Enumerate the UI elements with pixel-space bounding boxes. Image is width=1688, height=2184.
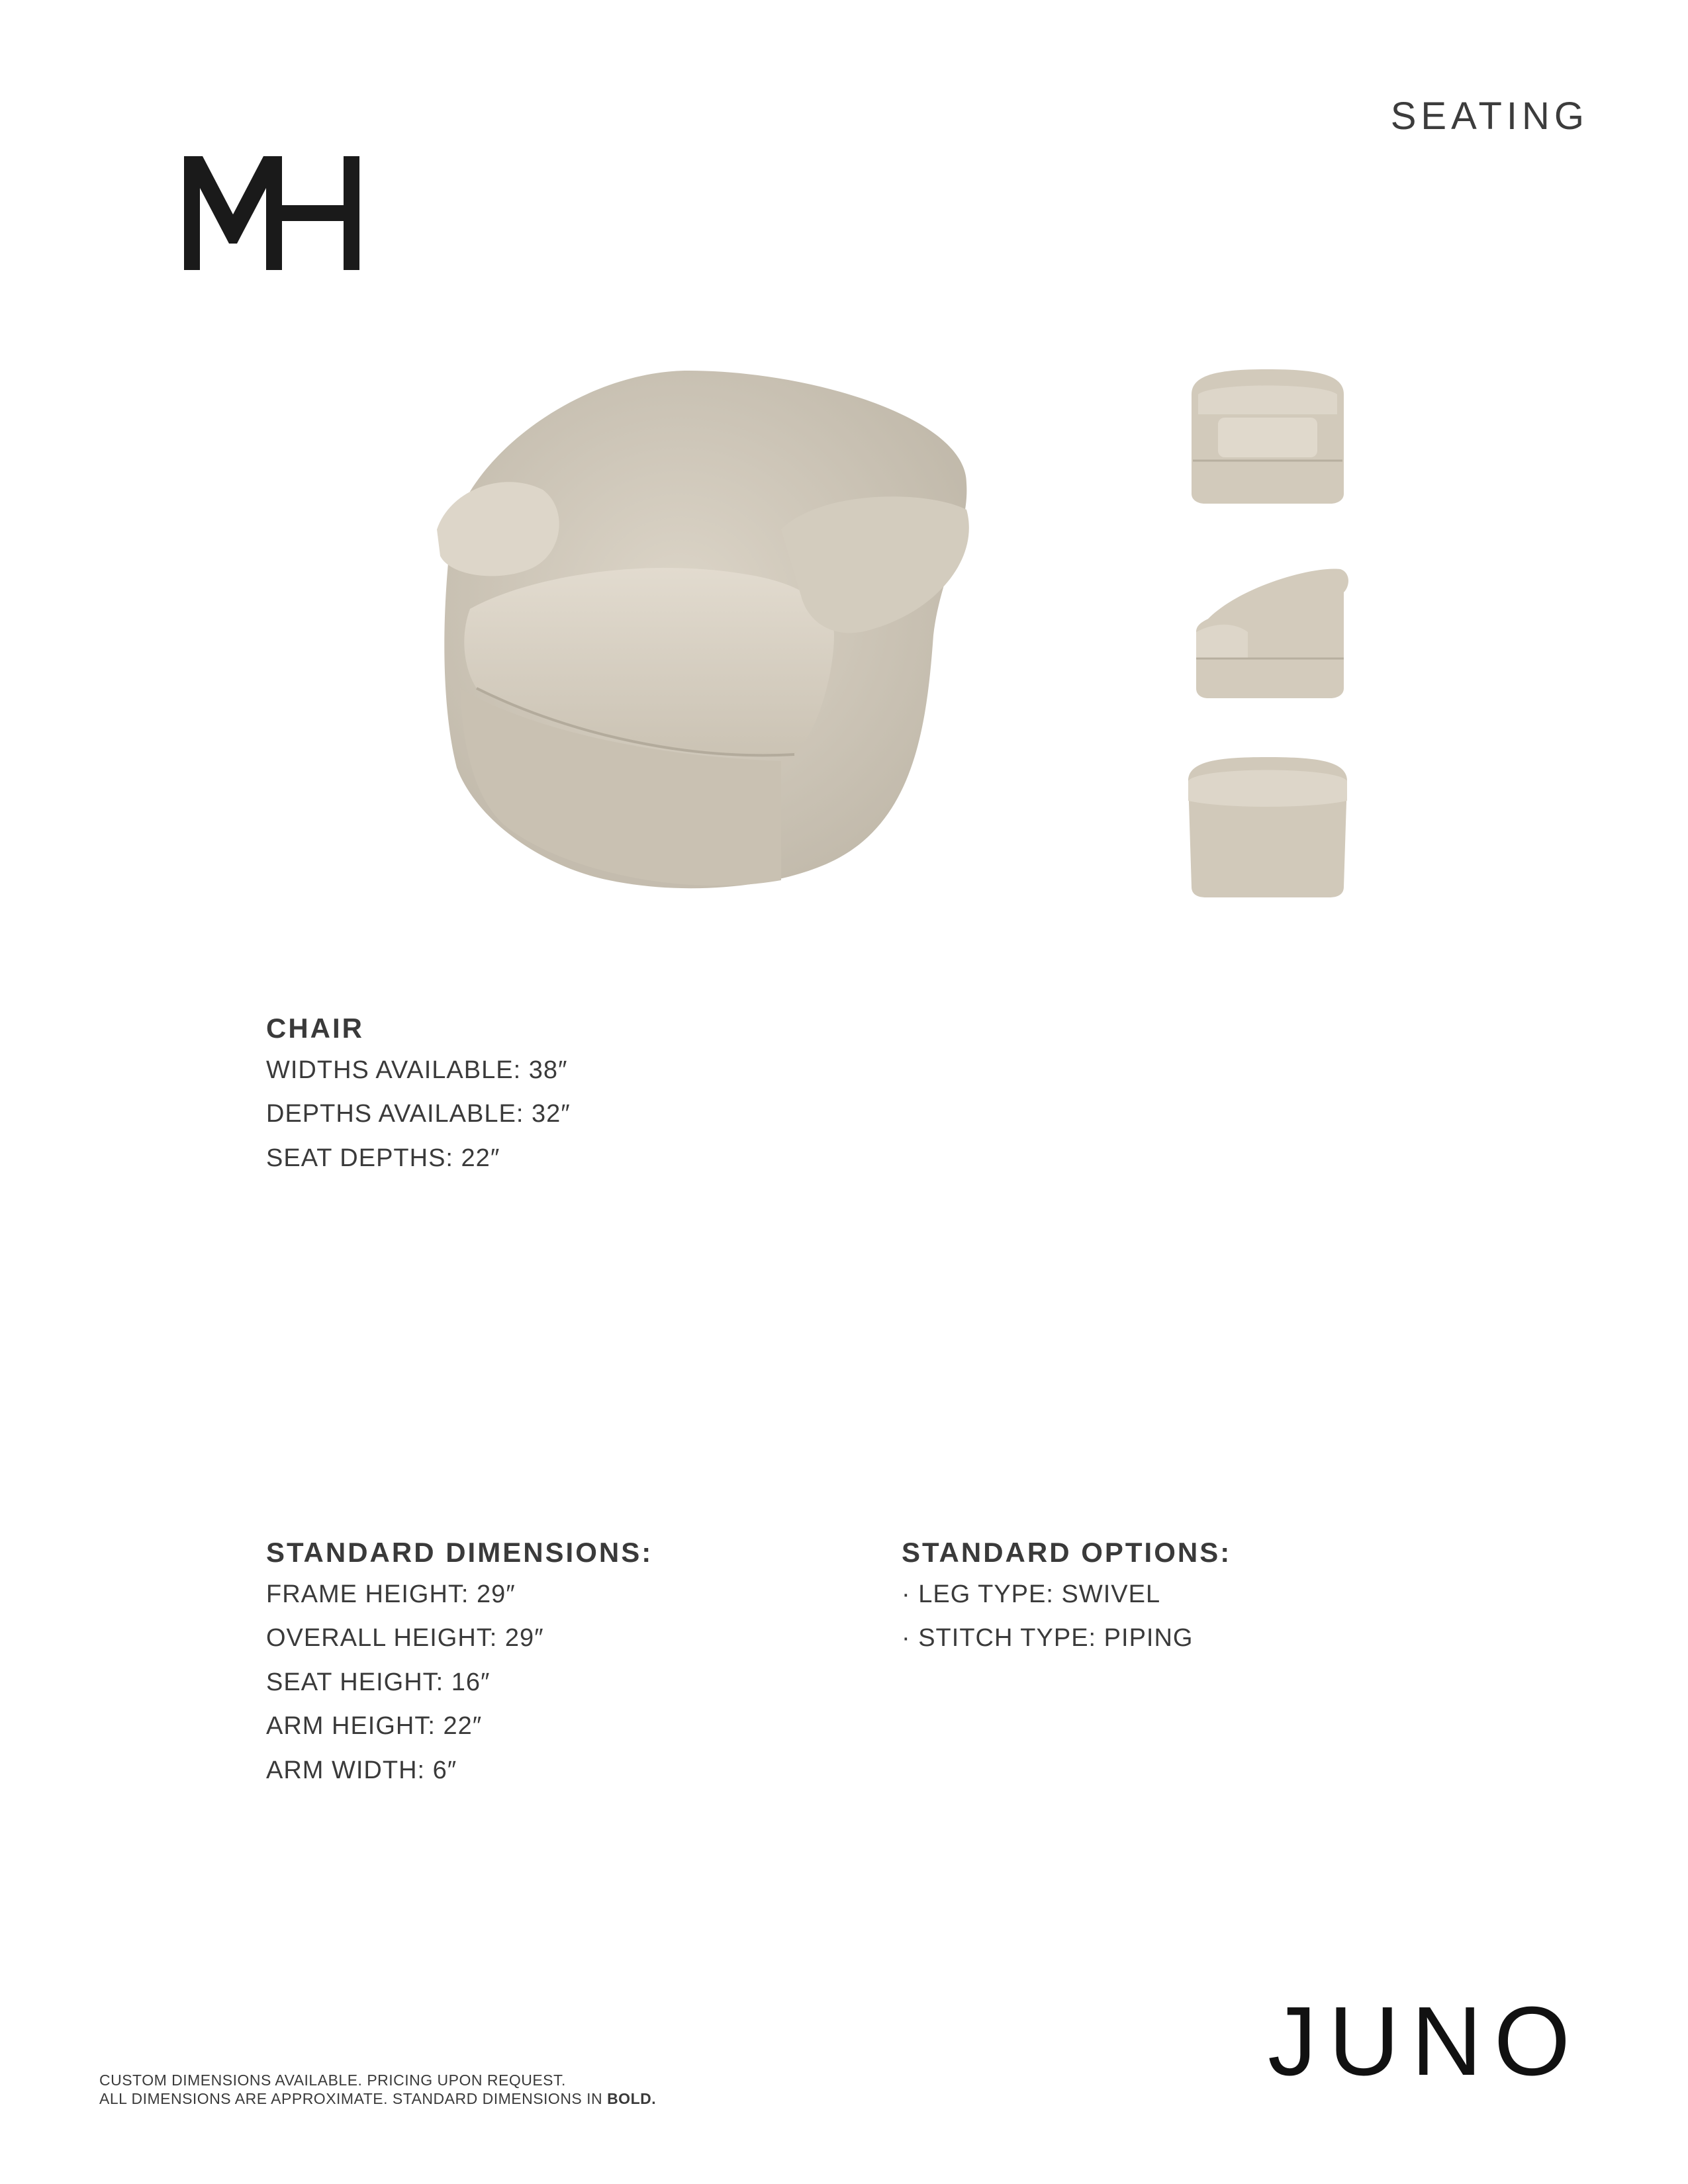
mh-logo — [184, 156, 359, 270]
product-name: CHAIR — [266, 1013, 364, 1044]
chair-hero-image — [410, 357, 980, 913]
chair-back-view-image — [1178, 754, 1357, 900]
standard-dimensions-title: STANDARD DIMENSIONS: — [266, 1537, 653, 1568]
dimension-arm-height: ARM HEIGHT: 22″ — [266, 1712, 483, 1740]
footnote-line-1: CUSTOM DIMENSIONS AVAILABLE. PRICING UPON REQUEST. — [99, 2071, 566, 2089]
dimension-frame-height: FRAME HEIGHT: 29″ — [266, 1580, 516, 1608]
option-leg-type: · LEG TYPE: SWIVEL — [902, 1580, 1161, 1608]
spec-depths: DEPTHS AVAILABLE: 32″ — [266, 1100, 571, 1128]
dimension-seat-height: SEAT HEIGHT: 16″ — [266, 1668, 491, 1696]
footnote-line-2 — [99, 2090, 656, 2108]
collection-name: JUNO — [1268, 1987, 1582, 2096]
standard-options-title: STANDARD OPTIONS: — [902, 1537, 1232, 1568]
dimension-overall-height: OVERALL HEIGHT: 29″ — [266, 1624, 544, 1652]
spec-seat-depths: SEAT DEPTHS: 22″ — [266, 1144, 500, 1172]
option-stitch-type: · STITCH TYPE: PIPING — [902, 1624, 1194, 1652]
footnote-line-2-text: ALL DIMENSIONS ARE APPROXIMATE. STANDARD DIMENSIONS IN — [99, 2090, 608, 2107]
spec-widths: WIDTHS AVAILABLE: 38″ — [266, 1056, 568, 1084]
chair-side-view-image — [1182, 559, 1354, 702]
chair-front-view-image — [1178, 368, 1357, 504]
footnote-bold-word: BOLD. — [607, 2090, 657, 2107]
dimension-arm-width: ARM WIDTH: 6″ — [266, 1756, 457, 1784]
category-label: SEATING — [1390, 95, 1589, 138]
